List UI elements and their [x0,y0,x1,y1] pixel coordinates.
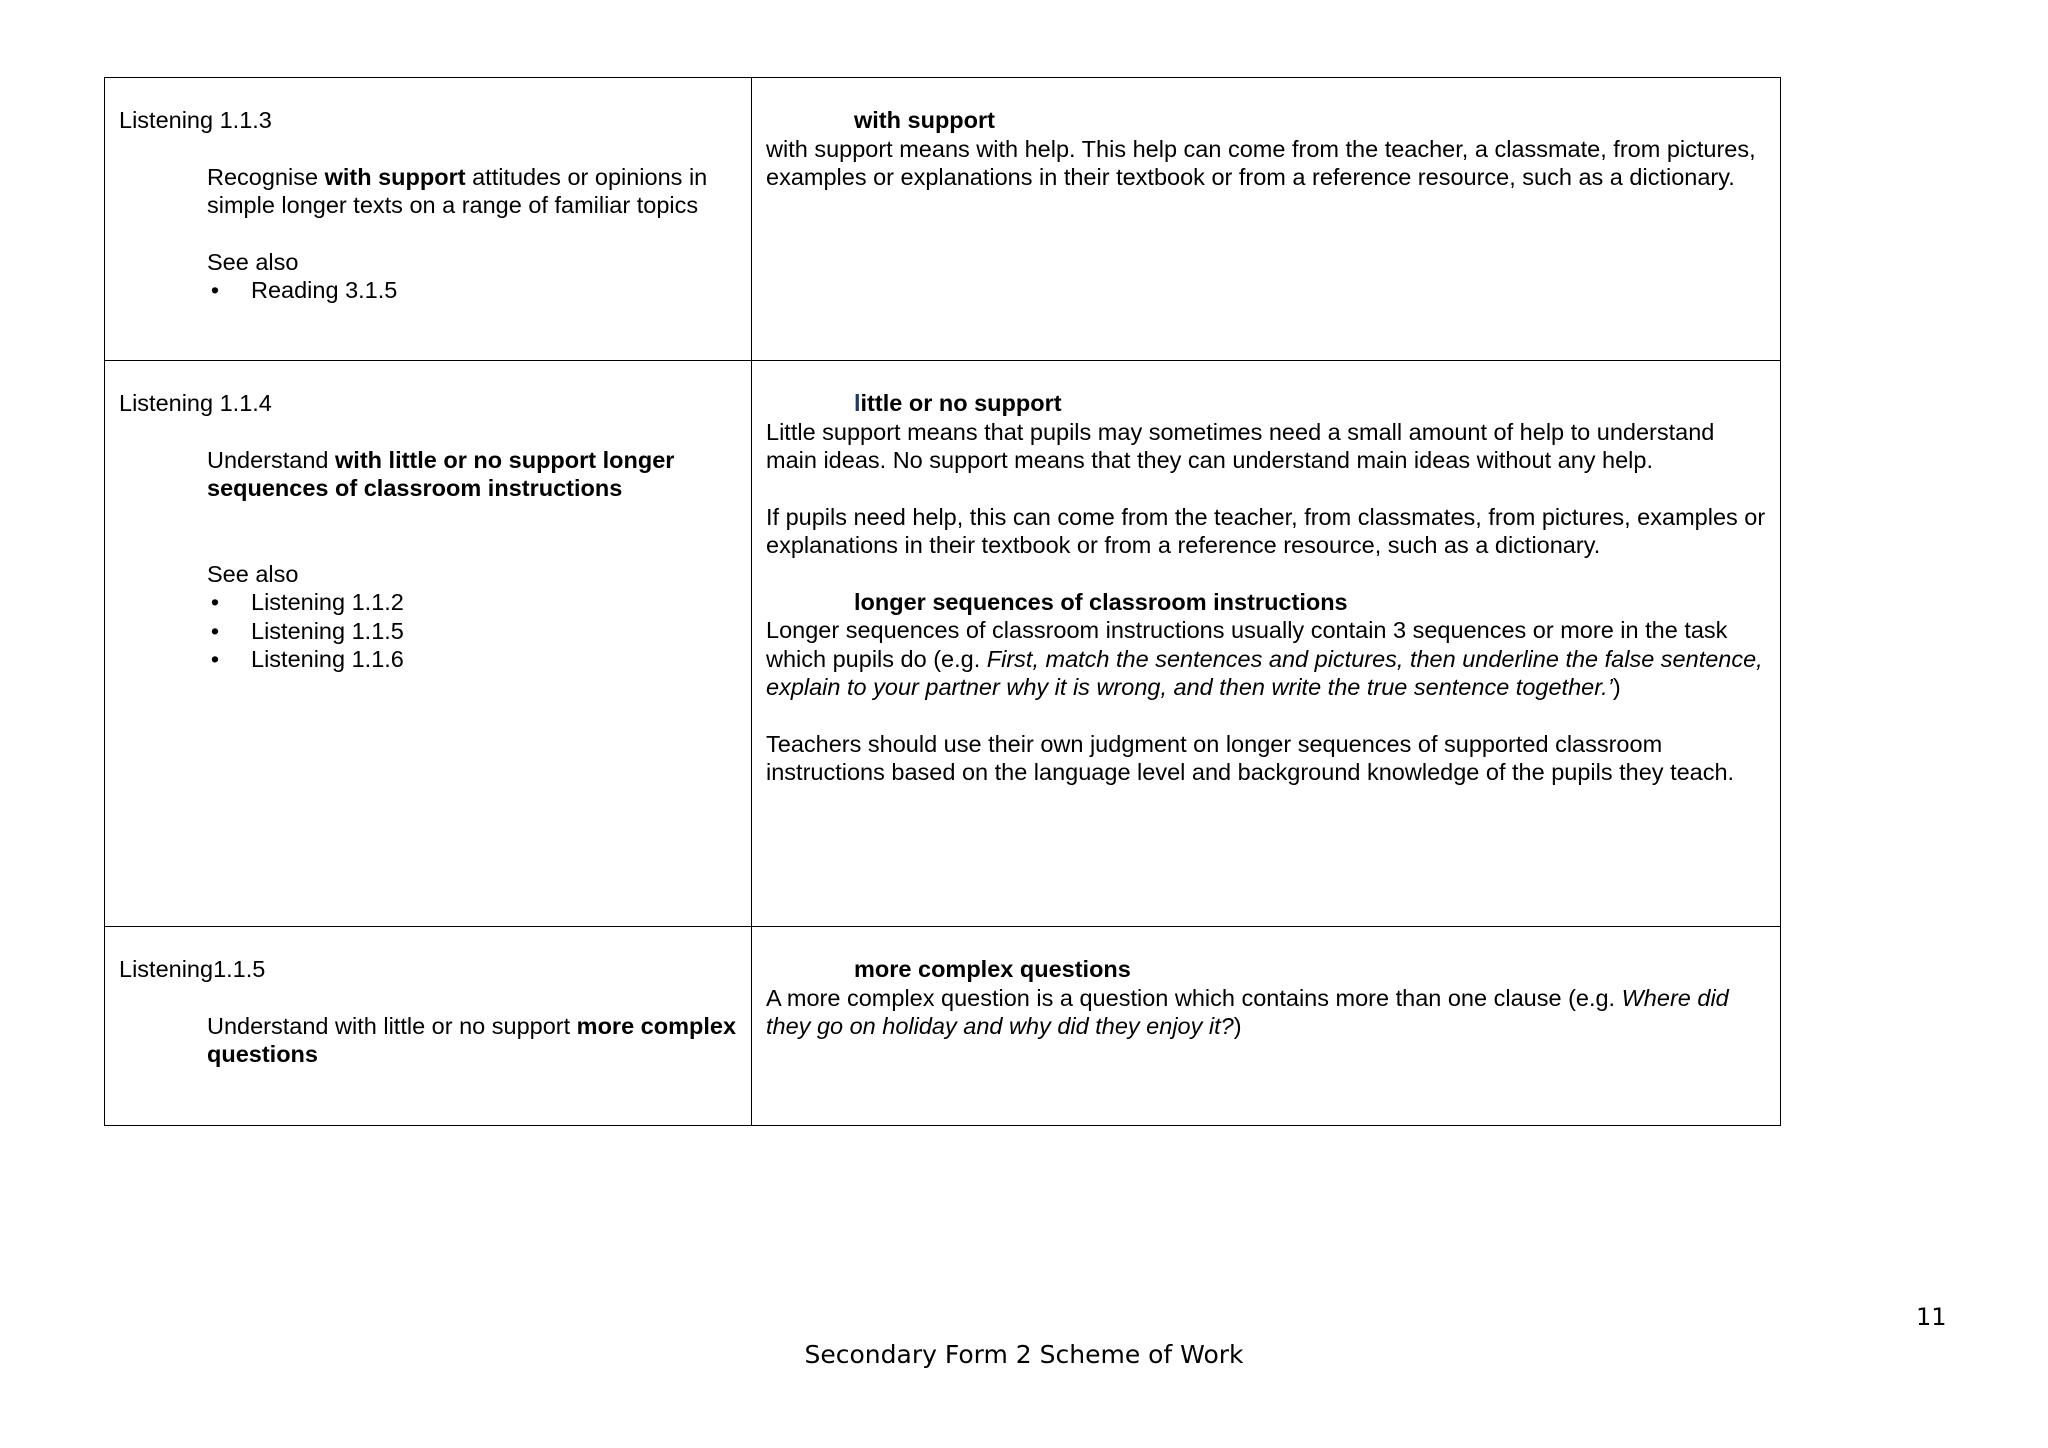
table-row [105,927,1781,1126]
note-term: little or no support [854,390,1062,416]
standard-code: Listening1.1.5 [119,956,266,982]
note-term: longer sequences of classroom instructions [854,588,1348,615]
table-row [105,361,1781,927]
see-also [119,560,737,674]
page-footer: Secondary Form 2 Scheme of Work [804,1340,1244,1369]
see-also-list [207,276,737,305]
see-also-label: See also [207,560,299,587]
standard-text: Understand with little or no support more complex questions [207,1012,737,1067]
learning-standard-cell [105,361,752,927]
note-term: more complex questions [854,956,1131,982]
standard-key-term: more complex questions [207,1012,737,1067]
see-also-list [207,588,737,674]
list-item: • Listening 1.1.6 [207,645,737,674]
see-also-label: See also [207,248,299,275]
standard-key-term: with support [324,163,466,190]
standard-text: Recognise with support attitudes or opinions in simple longer texts on a range of familiar topics [207,163,708,218]
see-also [119,248,737,305]
standard-key-term: with little or no support longer sequences of classroom instructions [207,446,675,501]
bullet-icon: • [210,277,220,303]
note-text: If pupils need help, this can come from the teacher, from classmates, from pictures, examples or explanations in their textbook or from a reference resource, such as a dictionary. [766,503,1766,558]
learning-standard-cell [105,78,752,361]
scheme-of-work-table [104,77,1781,1126]
example-text: First, match the sentences and pictures, then underline the false sentence, explain to your partner why it is wrong, and then write the true sentence together.’ [766,645,1763,700]
explanatory-notes-cell [752,361,1781,927]
note-text: A more complex question is a question which contains more than one clause (e.g. Where did they go on holiday and why did they enjoy it?) [766,984,1729,1039]
bullet-icon: • [210,589,220,615]
bullet-icon: • [210,646,220,672]
list-item: • Listening 1.1.2 [207,588,737,617]
page-number: 11 [1916,1303,1947,1331]
standard-code: Listening 1.1.4 [119,390,272,416]
note-text: Longer sequences of classroom instructions usually contain 3 sequences or more in the task which pupils do (e.g. First, match the sentences and pictures, then underline the false sentence, explain to your partner why it is wrong, and then write the true sentence together.’) [766,617,1763,700]
note-term: with support [854,107,995,133]
bullet-icon: • [210,617,220,644]
explanatory-notes-cell [752,78,1781,361]
explanatory-notes-cell [752,927,1781,1126]
example-text: Where did they go on holiday and why did they enjoy it? [766,984,1729,1039]
learning-standard-cell [105,927,752,1126]
note-text: with support means with help. This help can come from the teacher, a classmate, from pictures, examples or explanations in their textbook or from a reference resource, such as a dictionary. [766,135,1756,190]
table-row [105,78,1781,361]
list-item: • Listening 1.1.5 [207,617,737,646]
note-text: Little support means that pupils may sometimes need a small amount of help to understand main ideas. No support means that they can understand main ideas without any help. [766,418,1715,473]
note-text: Teachers should use their own judgment on longer sequences of supported classroom instructions based on the language level and background knowledge of the pupils they teach. [766,730,1735,785]
list-item: • Reading 3.1.5 [207,276,737,305]
standard-text: Understand with little or no support longer sequences of classroom instructions [207,446,675,501]
standard-code: Listening 1.1.3 [119,107,272,133]
